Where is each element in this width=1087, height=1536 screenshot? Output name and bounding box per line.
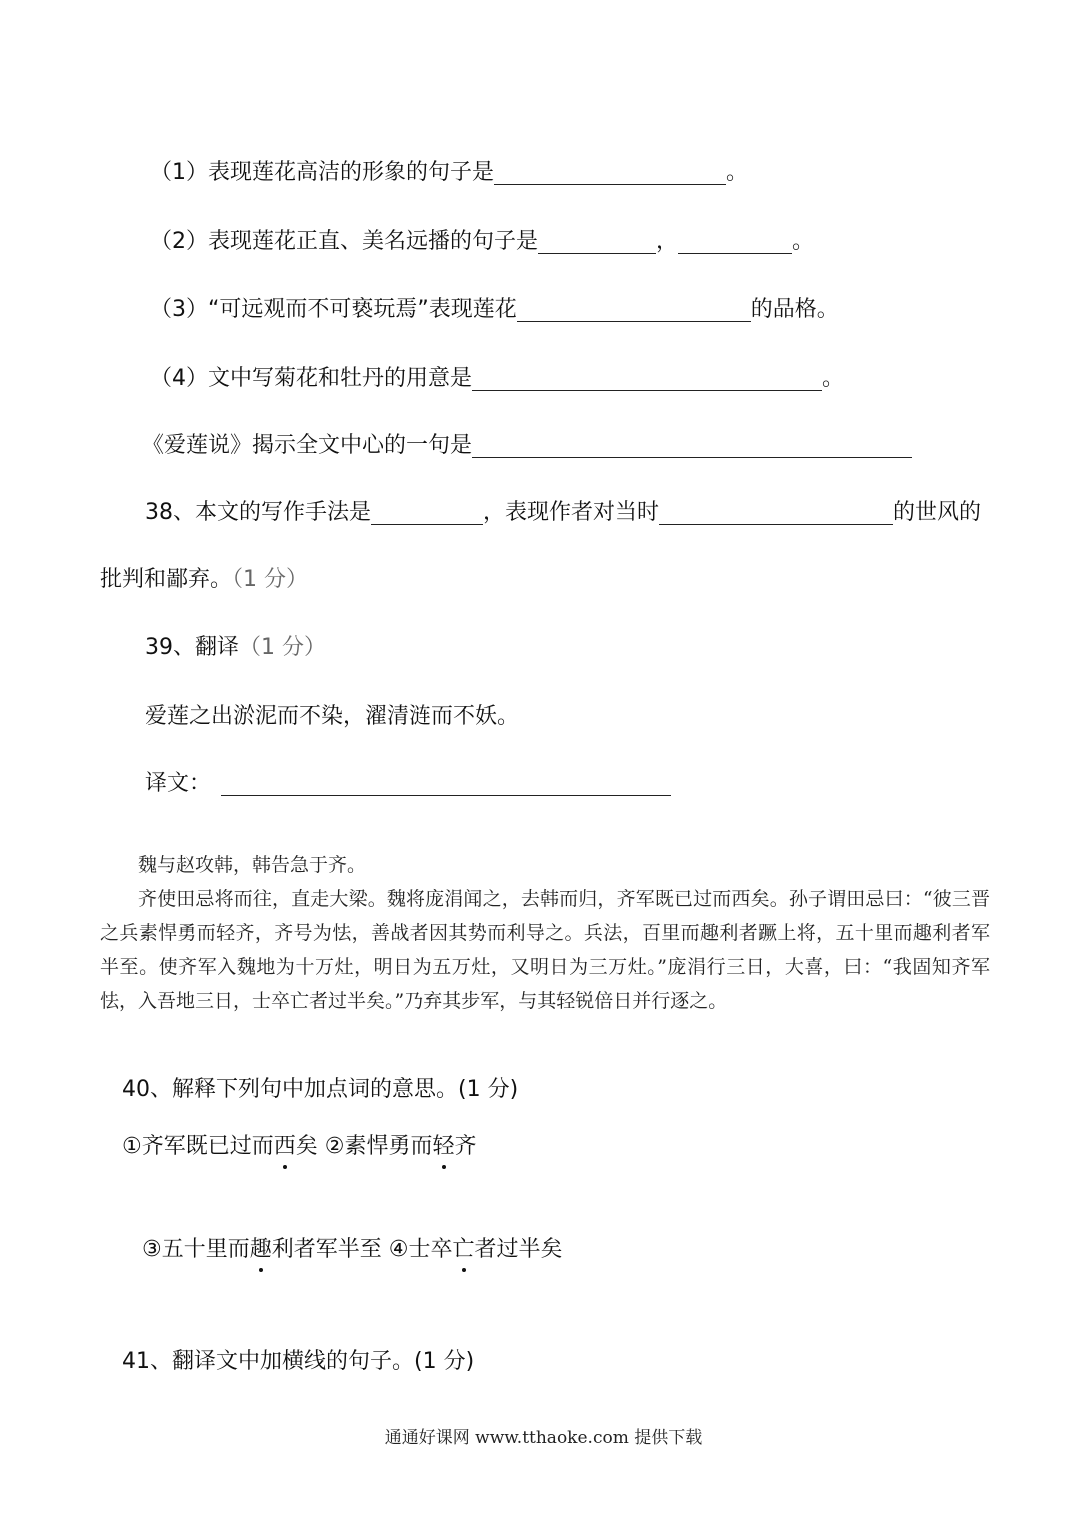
- score-label: （1 分）: [232, 567, 309, 592]
- page-footer: 通通好课网 www.tthaoke.com 提供下载: [384, 1428, 703, 1448]
- question-38-continuation: 批判和鄙弃。（1 分）: [100, 567, 309, 592]
- answer-blank[interactable]: [371, 500, 483, 525]
- passage-paragraph: 齐使田忌将而往，直走大梁。魏将庞涓闻之，去韩而归，齐军既已过而西矣。孙子谓田忌曰：“彼三晋之兵素悍勇而轻齐，齐号为怯，善战者因其势而利导之。兵法，百里而趣利者蹶上将，五十里而趣利者军半至。使齐军入魏地为十万灶，明日为五万灶，又明日为三万灶。”庞涓行三日，大喜，曰：“我固知齐军怯，入吾地三日，士卒亡者过半矣。”乃弃其步军，与其轻锐倍日并行逐之。: [100, 888, 990, 1012]
- question-sub-4: （4）文中写菊花和牡丹的用意是 。: [150, 366, 845, 391]
- dotted-word: 亡: [453, 1235, 475, 1265]
- answer-blank[interactable]: [221, 771, 671, 796]
- question-39-title: 39、翻译（1 分）: [145, 635, 326, 660]
- answer-blank[interactable]: [678, 229, 792, 254]
- answer-blank[interactable]: [517, 297, 751, 322]
- question-center-sentence: 《爱莲说》揭示全文中心的一句是: [142, 431, 912, 461]
- answer-blank[interactable]: [472, 433, 912, 458]
- question-41-title: 41、翻译文中加横线的句子。(1 分): [122, 1349, 475, 1374]
- question-sub-2: （2）表现莲花正直、美名远播的句子是 ， 。: [150, 229, 815, 254]
- score-label: （1 分）: [239, 635, 326, 660]
- question-sub-1: （1）表现莲花高洁的形象的句子是 。: [150, 160, 749, 185]
- question-39-answer: 译文：: [145, 769, 671, 799]
- dotted-word: 轻: [433, 1132, 455, 1162]
- answer-blank[interactable]: [659, 500, 893, 525]
- dotted-word: 趣: [250, 1235, 272, 1265]
- question-sub-3: （3）“可远观而不可亵玩焉”表现莲花 的品格。: [150, 297, 839, 322]
- question-40-items-row-2: ③五十里而趣利者军半至 ④士卒亡者过半矣: [142, 1235, 563, 1265]
- answer-blank[interactable]: [538, 229, 656, 254]
- dotted-word: 西: [274, 1132, 296, 1162]
- classical-passage: [100, 848, 990, 1018]
- question-40-items-row-1: ①齐军既已过而西矣 ②素悍勇而轻齐: [122, 1132, 477, 1162]
- answer-blank[interactable]: [472, 366, 822, 391]
- answer-blank[interactable]: [494, 160, 726, 185]
- question-40-title: 40、解释下列句中加点词的意思。(1 分): [122, 1077, 519, 1102]
- question-38: 38、本文的写作手法是 ，表现作者对当时 的世风的: [145, 500, 982, 525]
- passage-paragraph: 魏与赵攻韩，韩告急于齐。: [138, 854, 367, 876]
- question-39-sentence: 爱莲之出淤泥而不染，濯清涟而不妖。: [145, 704, 520, 729]
